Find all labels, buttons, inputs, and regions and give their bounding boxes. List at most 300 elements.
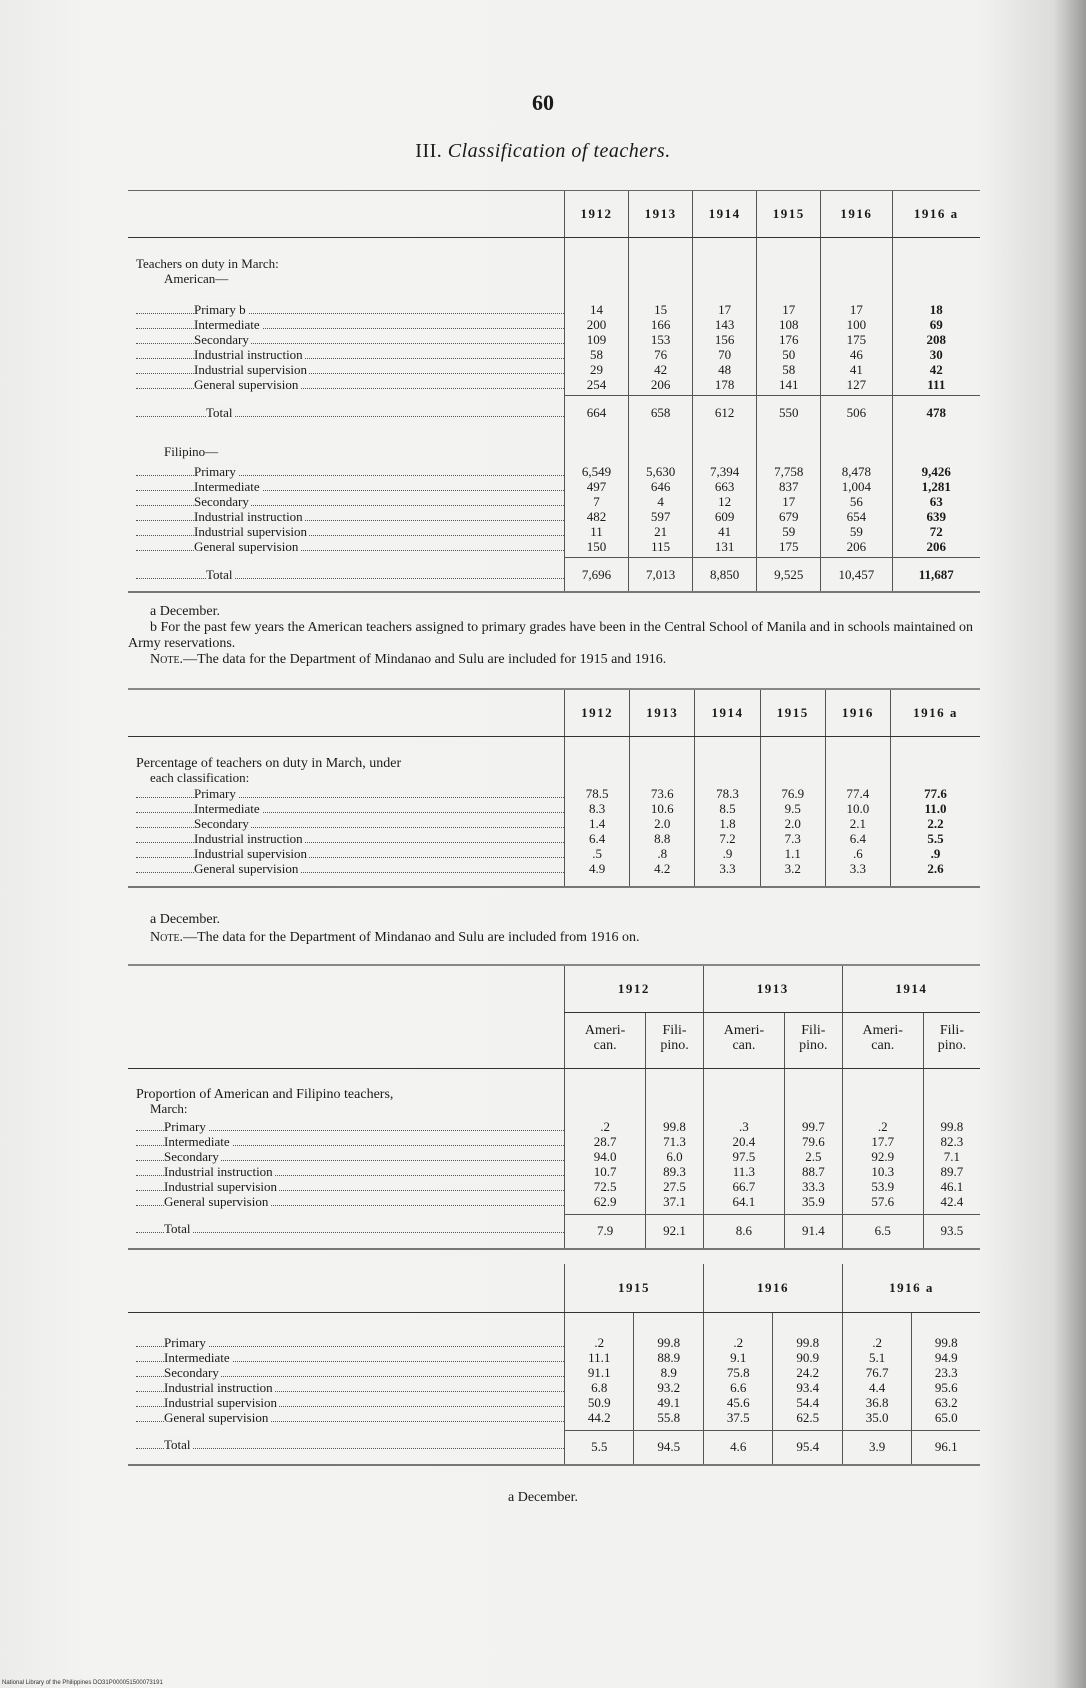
cell-value: .2 [733,1334,744,1350]
cell-value: 57.6 [871,1193,895,1209]
cell-value: 75.8 [726,1364,750,1380]
row-label: Industrial supervision [136,1395,564,1410]
cell-value: .2 [600,1118,610,1134]
cell-value: 99.8 [663,1118,686,1134]
cell-value: 6.5 [842,1215,923,1249]
cell-value: 6.6 [730,1379,747,1395]
total-label: Total [136,567,564,582]
cell-value: 612 [693,396,757,426]
cell-value: 33.3 [801,1178,825,1194]
cell-value: 506 [821,396,892,426]
table4-column [634,1312,703,1431]
cell-value: 7 [593,493,600,509]
cell-value: 208 [926,331,947,347]
table3-total-row [128,1215,980,1249]
cell-value: 2.5 [805,1148,822,1164]
table1-american-total-row [128,396,980,426]
cell-value: 5.1 [869,1349,886,1365]
cell-value: 58 [782,361,796,377]
cell-value: 176 [778,331,799,347]
cell-value: 111 [927,376,946,392]
row-label: Primary [136,1335,564,1350]
cell-value: 30 [929,346,943,362]
table2-year-header: 1913 [630,690,695,736]
cell-value: 36.8 [865,1394,889,1410]
cell-value: 7,758 [774,463,804,479]
cell-value: 11.1 [588,1349,611,1365]
cell-value: 93.2 [657,1379,681,1395]
note-1 [150,652,980,668]
cell-value: 156 [714,331,735,347]
cell-value: 35.9 [801,1193,825,1209]
cell-value: 70 [718,346,732,362]
cell-value: .9 [722,845,733,861]
table1-column [629,426,693,558]
table1-header-row [128,191,980,237]
table4-labels [128,1312,565,1431]
cell-value: 206 [926,538,947,554]
cell-value: 6.0 [666,1148,683,1164]
table3-year-header: 1912 [565,966,704,1012]
table1-column [565,237,629,396]
cell-value: 95.6 [934,1379,958,1395]
cell-value: 7.9 [565,1215,646,1249]
cell-value: 54.4 [796,1394,820,1410]
cell-value: 6.8 [591,1379,608,1395]
cell-value: 1.4 [588,815,606,831]
row-label: Industrial instruction [136,347,564,362]
row-label: Secondary [136,1365,564,1380]
cell-value: .6 [853,845,863,861]
row-label: General supervision [136,861,564,876]
footer-note: a December. [508,1490,578,1505]
section-title-roman: III. [415,140,443,162]
row-label: Industrial instruction [136,831,564,846]
cell-value: 37.1 [663,1193,686,1209]
row-label: Secondary [136,1149,564,1164]
cell-value: 91.1 [587,1364,611,1380]
row-label: Secondary [136,494,564,509]
cell-value: 2.1 [849,815,867,831]
cell-value: 482 [586,508,607,524]
cell-value: 17 [782,301,796,317]
cell-value: 10,457 [821,558,892,592]
cell-value: 63.2 [934,1394,958,1410]
cell-value: 4.9 [588,860,606,876]
cell-value: 97.5 [732,1148,756,1164]
table3-column [565,1068,646,1215]
cell-value: 59 [849,523,863,539]
cell-value: 94.0 [593,1148,617,1164]
table2-stub-header [128,690,565,736]
cell-value: 99.8 [940,1118,964,1134]
cell-value: 7,013 [629,558,693,592]
table1-filipino-total-row [128,558,980,592]
table1-year-header: 1916 [821,191,892,237]
total-label: Total [136,1437,564,1452]
table3-body [128,1068,980,1215]
cell-value: 88.7 [801,1163,825,1179]
table1-column [892,426,980,558]
cell-value: 2.6 [927,860,944,876]
cell-value: 5.5 [565,1431,634,1465]
cell-value: 7,394 [710,463,740,479]
cell-value: 65.0 [934,1409,958,1425]
cell-value: 8.8 [654,830,671,846]
cell-value: 5,630 [645,463,676,479]
cell-value: 89.3 [663,1163,686,1179]
cell-value: 8,478 [841,463,872,479]
table2-year-header: 1914 [695,690,760,736]
table1-american-labels [128,237,565,396]
table1-column [693,426,757,558]
cell-value: 94.9 [934,1349,958,1365]
cell-value: 99.8 [796,1334,820,1350]
cell-value: 150 [586,538,607,554]
cell-value: 27.5 [663,1178,686,1194]
cell-value: 8.9 [660,1364,677,1380]
cell-value: 478 [892,396,980,426]
footnote-a: a December. [150,604,220,619]
cell-value: 35.0 [865,1409,889,1425]
cell-value: 497 [586,478,607,494]
table2-year-header: 1916 [825,690,890,736]
cell-value: 658 [629,396,693,426]
cell-value: 6,549 [581,463,612,479]
cell-value: 28.7 [593,1133,617,1149]
cell-value: 46 [849,346,863,362]
table1-year-header: 1915 [757,191,821,237]
percentage-table [128,690,980,888]
table1-heading: Teachers on duty in March: [136,255,279,271]
cell-value: 82.3 [940,1133,964,1149]
cell-value: 254 [586,376,607,392]
american-subheader: Ameri- can. [842,1012,923,1068]
cell-value: 7,696 [565,558,629,592]
cell-value: 94.5 [634,1431,703,1465]
cell-value: 178 [714,376,735,392]
cell-value: 4.4 [869,1379,886,1395]
table1-year-header: 1912 [565,191,629,237]
cell-value: 14 [590,301,604,317]
table3-column [646,1068,704,1215]
cell-value: 3.3 [849,860,867,876]
table2-year-header: 1915 [760,690,825,736]
row-label: Industrial instruction [136,509,564,524]
row-label: Industrial supervision [136,1179,564,1194]
cell-value: 44.2 [587,1409,611,1425]
cell-value: 93.4 [796,1379,820,1395]
cell-value: 639 [926,508,947,524]
cell-value: 45.6 [726,1394,750,1410]
cell-value: 41 [849,361,863,377]
cell-value: 9,426 [921,463,951,479]
table1-column [892,237,980,396]
table4-year-header: 1916 [703,1264,842,1312]
cell-value: 56 [849,493,863,509]
cell-value: 646 [650,478,671,494]
cell-value: 76.7 [865,1364,889,1380]
row-label: Intermediate [136,317,564,332]
cell-value: 78.5 [585,785,609,801]
cell-value: 1,004 [841,478,872,494]
table3-column [842,1068,923,1215]
cell-value: 58 [590,346,604,362]
row-label: Industrial supervision [136,362,564,377]
table2-year-header: 1912 [565,690,630,736]
cell-value: 46.1 [940,1178,964,1194]
cell-value: 9.5 [784,800,801,816]
cell-value: 3.9 [842,1431,911,1465]
cell-value: 50.9 [587,1394,611,1410]
cell-value: 17.7 [871,1133,895,1149]
cell-value: 4 [657,493,664,509]
section-title-italic: Classification of teachers. [447,140,671,162]
cell-value: 664 [565,396,629,426]
cell-value: 41 [718,523,732,539]
cell-value: .2 [872,1334,883,1350]
row-label: Secondary [136,816,564,831]
row-label: Secondary [136,332,564,347]
cell-value: 175 [778,538,799,554]
cell-value: 91.4 [785,1215,843,1249]
cell-value: 2.0 [654,815,671,831]
cell-value: 1.1 [784,845,801,861]
cell-value: 77.4 [846,785,870,801]
table1-american-block [128,237,980,396]
cell-value: 92.9 [871,1148,895,1164]
cell-value: 15 [654,301,668,317]
filipino-total-label [128,558,565,592]
table3-year-row [128,966,980,1012]
cell-value: 18 [929,301,943,317]
scan-credit: National Library of the Philippines DO31P000051500073191 [2,1680,163,1686]
row-label: Industrial supervision [136,524,564,539]
proportion-table-1912-1914 [128,966,980,1250]
row-label: Intermediate [136,801,564,816]
cell-value: 100 [846,316,867,332]
cell-value: 7.2 [719,830,736,846]
table1-year-header: 1916 a [892,191,980,237]
table3-labels [128,1068,565,1215]
table2-column [565,736,630,887]
cell-value: 66.7 [732,1178,756,1194]
cell-value: 115 [651,538,671,554]
row-label: Primary [136,464,564,479]
cell-value: 9.1 [730,1349,747,1365]
table3-heading-line1: Proportion of American and Filipino teachers, [136,1086,394,1102]
total-label: Total [136,1221,564,1236]
table3-year-header: 1914 [842,966,980,1012]
table1-column [565,426,629,558]
cell-value: 59 [782,523,796,539]
note-text: —The data for the Department of Mindanao and Sulu are included for 1915 and 1916. [183,652,667,667]
cell-value: 11.3 [732,1163,756,1179]
table2-heading-line1: Percentage of teachers on duty in March, under [136,755,402,771]
row-label: Industrial instruction [136,1380,564,1395]
cell-value: 8,850 [693,558,757,592]
cell-value: 37.5 [726,1409,750,1425]
cell-value: 7.1 [943,1148,961,1164]
proportion-table-1915-1916 [128,1264,980,1466]
table3-column [923,1068,980,1215]
row-label: Intermediate [136,479,564,494]
table1-year-header: 1914 [693,191,757,237]
cell-value: 131 [714,538,735,554]
table1-column [757,237,821,396]
cell-value: 3.2 [784,860,801,876]
table4-column [912,1312,980,1431]
cell-value: 2.0 [784,815,801,831]
cell-value: 550 [757,396,821,426]
cell-value: 109 [586,331,607,347]
cell-value: .3 [739,1118,749,1134]
american-subheader: Ameri- can. [703,1012,784,1068]
cell-value: 679 [778,508,799,524]
table4-column [842,1312,911,1431]
cell-value: 76.9 [781,785,805,801]
cell-value: 1.8 [719,815,736,831]
cell-value: 42.4 [940,1193,964,1209]
cell-value: 663 [714,478,735,494]
cell-value: 50 [782,346,796,362]
cell-value: 6.4 [849,830,867,846]
table2-body [128,736,980,887]
cell-value: 23.3 [934,1364,958,1380]
table4-stub-header [128,1264,565,1312]
cell-value: 11,687 [892,558,980,592]
table3-stub-header [128,966,565,1068]
cell-value: 62.5 [796,1409,820,1425]
row-label: Primary [136,1119,564,1134]
cell-value: 78.3 [716,785,739,801]
cell-value: 3.3 [719,860,736,876]
filipino-subheader: Fili- pino. [785,1012,843,1068]
cell-value: 143 [714,316,735,332]
row-label: General supervision [136,1410,564,1425]
filipino-subheader: Fili- pino. [923,1012,980,1068]
cell-value: 11 [590,523,603,539]
cell-value: 62.9 [593,1193,617,1209]
cell-value: 92.1 [646,1215,704,1249]
cell-value: 206 [650,376,671,392]
table4-year-row [128,1264,980,1312]
cell-value: 837 [778,478,799,494]
cell-value: 11.0 [924,800,947,816]
cell-value: .8 [657,845,668,861]
table4-body [128,1312,980,1431]
table2-labels [128,736,565,887]
table1-column [821,237,892,396]
table1-column [757,426,821,558]
cell-value: 7.3 [784,830,801,846]
cell-value: 2.2 [927,815,944,831]
cell-value: 42 [929,361,943,377]
cell-value: 12 [718,493,732,509]
cell-value: 89.7 [940,1163,964,1179]
table2-column [760,736,825,887]
cell-value: 6.4 [588,830,606,846]
table1-column [821,426,892,558]
cell-value: 72 [929,523,943,539]
american-total-label [128,396,565,426]
table1-year-header: 1913 [629,191,693,237]
cell-value: 127 [846,376,867,392]
row-label: Primary b [136,302,564,317]
cell-value: .2 [877,1118,888,1134]
cell-value: 17 [849,301,863,317]
cell-value: 95.4 [773,1431,842,1465]
cell-value: 17 [718,301,732,317]
row-label: General supervision [136,1194,564,1209]
cell-value: 49.1 [657,1394,681,1410]
cell-value: 69 [929,316,943,332]
cell-value: 10.0 [846,800,870,816]
table2-year-header: 1916 a [891,690,980,736]
page-number: 60 [532,90,554,115]
table3-total-label [128,1215,565,1249]
note-label: Note. [150,930,184,945]
cell-value: 93.5 [923,1215,980,1249]
cell-value: 64.1 [732,1193,756,1209]
table4-total-row [128,1431,980,1465]
cell-value: 10.3 [871,1163,895,1179]
table4-column [773,1312,842,1431]
table3-heading-line2: March: [150,1100,188,1116]
cell-value: 141 [778,376,799,392]
cell-value: 42 [654,361,668,377]
cell-value: 8.5 [719,800,736,816]
table1-filipino-labels [128,426,565,558]
table4-column [703,1312,772,1431]
cell-value: 53.9 [871,1178,895,1194]
cell-value: 72.5 [593,1178,617,1194]
table3-column [785,1068,843,1215]
cell-value: 4.6 [703,1431,772,1465]
cell-value: 4.2 [654,860,671,876]
filipino-subheader: Fili- pino. [646,1012,704,1068]
section-title [0,140,1086,163]
row-label: Industrial instruction [136,1164,564,1179]
row-label: Intermediate [136,1350,564,1365]
cell-value: 55.8 [657,1409,681,1425]
cell-value: 29 [590,361,604,377]
cell-value: 609 [714,508,735,524]
note-2 [150,930,980,946]
cell-value: 79.6 [801,1133,825,1149]
table2-column [630,736,695,887]
table1-column [629,237,693,396]
cell-value: 90.9 [796,1349,820,1365]
cell-value: 21 [654,523,668,539]
table2-column [825,736,890,887]
american-subheader: Ameri- can. [565,1012,646,1068]
cell-value: 175 [846,331,867,347]
cell-value: 5.5 [927,830,944,846]
table1-column [693,237,757,396]
table2-column [695,736,760,887]
total-label: Total [136,405,564,420]
row-label: Industrial supervision [136,846,564,861]
cell-value: 17 [782,493,796,509]
cell-value: 73.6 [650,785,674,801]
cell-value: 10.6 [650,800,674,816]
cell-value: 99.7 [801,1118,825,1134]
table1-filipino-block [128,426,980,558]
table3-column [703,1068,784,1215]
cell-value: 654 [846,508,867,524]
cell-value: 9,525 [757,558,821,592]
